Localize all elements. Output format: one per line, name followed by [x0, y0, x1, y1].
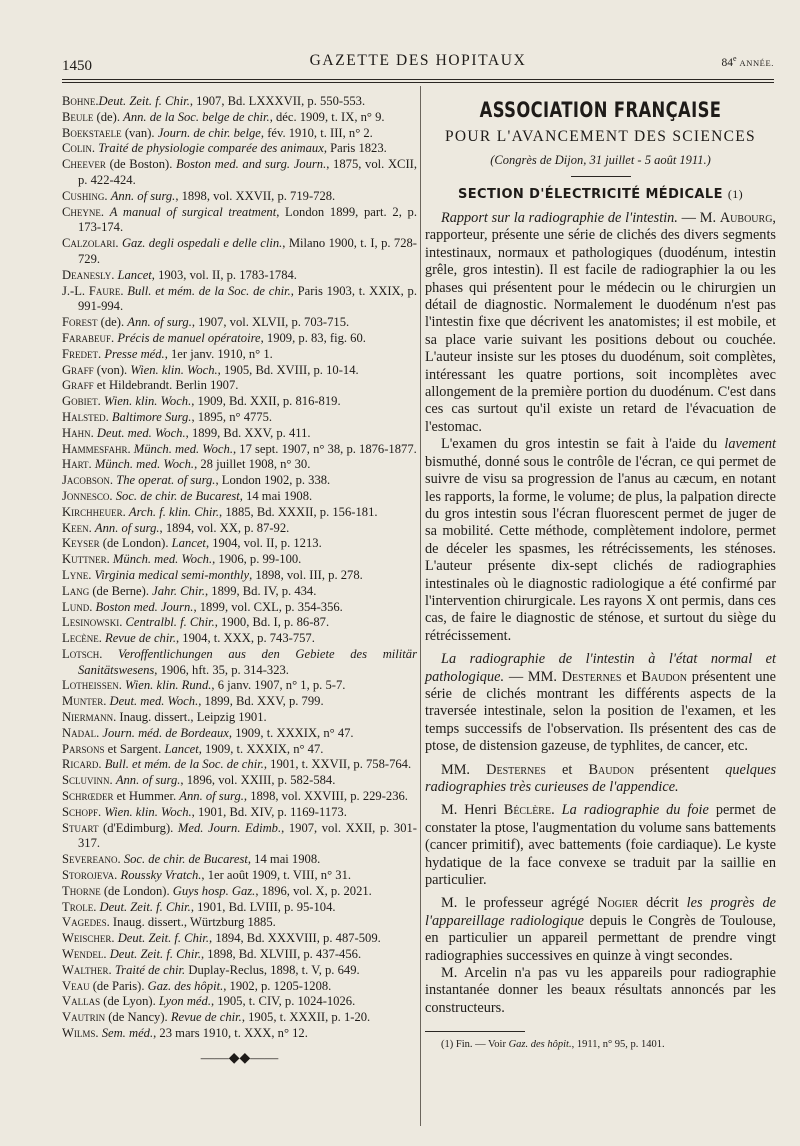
reference-entry: Calzolari. Gaz. degli ospedali e delle clin., Milano 1900, t. I, p. 728-729. — [62, 236, 417, 266]
reference-entry: Severeano. Soc. de chir. de Bucarest, 14 mai 1908. — [62, 852, 321, 867]
reference-entry: Kuttner. Münch. med. Woch., 1906, p. 99-100. — [62, 552, 302, 567]
reference-entry: Keyser (de London). Lancet, 1904, vol. II, p. 1213. — [62, 536, 322, 551]
reference-entry: Weischer. Deut. Zeit. f. Chir., 1894, Bd. XXXVIII, p. 487-509. — [62, 931, 381, 946]
reference-entry: Stuart (d'Edimburg). Med. Journ. Edimb., 1907, vol. XXII, p. 301-317. — [62, 820, 417, 851]
reference-entry: Hart. Münch. med. Woch., 28 juillet 1908, n° 30. — [62, 457, 311, 472]
reference-entry: Halsted. Baltimore Surg., 1895, n° 4775. — [62, 409, 273, 424]
reference-entry: Jacobson. The operat. of surg., London 1902, p. 338. — [62, 473, 331, 488]
reference-entry: Niermann. Inaug. dissert., Leipzig 1901. — [62, 710, 267, 725]
reference-entry: Keen. Ann. of surg., 1894, vol. XX, p. 87-92. — [62, 520, 290, 535]
article-column — [425, 94, 776, 1051]
paragraph-etat-normal: La radiographie de l'intestin à l'état normal et pathologique. — MM. Desternes et Baudon présentent une série de clichés montrant les différents aspects de la traversée intestinale, selon la position de l'examen, et les temps successifs de l'observation. Ils présentent des cas de ptose, de distension gazeuse, de typhlites, de cancer, etc. — [425, 651, 776, 755]
reference-entry: Cheever (de Boston). Boston med. and surg. Journ., 1875, vol. XCII, p. 422-424. — [62, 157, 417, 187]
reference-entry: Beule (de). Ann. de la Soc. belge de chir., déc. 1909, t. IX, n° 9. — [62, 109, 385, 124]
reference-entry: Graff et Hildebrandt. Berlin 1907. — [62, 378, 239, 393]
reference-entry: Schopf. Wien. klin. Woch., 1901, Bd. XIV, p. 1169-1173. — [62, 804, 347, 819]
reference-entry: Fredet. Presse méd., 1er janv. 1910, n° 1. — [62, 346, 273, 361]
header-rule — [62, 79, 774, 83]
reference-entry: Graff (von). Wien. klin. Woch., 1905, Bd. XVIII, p. 10-14. — [62, 362, 359, 377]
reference-entry: Lotheissen. Wien. klin. Rund., 6 janv. 1907, n° 1, p. 5-7. — [62, 678, 346, 693]
reference-entry: Lecène. Revue de chir., 1904, t. XXX, p. 743-757. — [62, 631, 315, 646]
reference-entry: Colin. Traité de physiologie comparée des animaux, Paris 1823. — [62, 141, 387, 156]
footnote-rule — [425, 1031, 525, 1032]
reference-entry: Hahn. Deut. med. Woch., 1899, Bd. XXV, p. 411. — [62, 425, 311, 440]
paragraph-appareillage: M. le professeur agrégé Nogier décrit les progrès de l'appareillage radiologique depuis le Congrès de Toulouse, en particulier un appareil permettant de prendre vingt radiographies successives en quinze à vingt secondes. — [425, 895, 776, 964]
association-title: ASSOCIATION FRANÇAISE — [479, 98, 722, 122]
reference-entry: Cheyne. A manual of surgical treatment, London 1899, part. 2, p. 173-174. — [62, 204, 417, 235]
section-title: SECTION D'ÉLECTRICITÉ MÉDICALE (1) — [457, 187, 744, 202]
page-number: 1450 — [62, 58, 92, 74]
paragraph-gros-intestin: L'examen du gros intestin se fait à l'aide du lavement bismuthé, donné sous le contrôle de l'écran, ce qui permet de suivre de visu sa progression de l'anus au cæcum, en notant les rapports, la forme, le volume; de plus, la palpation directe du gros intestin sous l'écran fluorescent permet de juger de sa mobilité. Cette méthode, complètement indolore, permet de déceler les spasmes, les rétrécissements, les sténoses. L'auteur présente dix-sept clichés de radiographies intestinales où le diagnostic radiologique a été confirmé par l'intervention chirurgicale. Les rayons X ont permis, dans ces cas, de faire le diagnostic de sténose, et surtout du siège du rétrécissement. — [425, 436, 776, 644]
reference-entry: Parsons et Sargent. Lancet, 1909, t. XXXIX, n° 47. — [62, 741, 324, 756]
reference-entry: Vautrin (de Nancy). Revue de chir., 1905, t. XXXII, p. 1-20. — [62, 1010, 371, 1025]
reference-entry: Lyne. Virginia medical semi-monthly, 1898, vol. III, p. 278. — [62, 567, 363, 582]
paragraph-arcelin: M. Arcelin n'a pas vu les appareils pour radiographie instantanée donner les beaux résultats annoncés par les constructeurs. — [425, 965, 776, 1016]
journal-title: GAZETTE DES HOPITAUX — [309, 52, 527, 69]
reference-entry: Nadal. Journ. méd. de Bordeaux, 1909, t. XXXIX, n° 47. — [62, 725, 354, 740]
reference-entry: Lesinowski. Centralbl. f. Chir., 1900, Bd. I, p. 86-87. — [62, 615, 330, 630]
reference-entry: Wilms. Sem. méd., 23 mars 1910, t. XXX, n° 12. — [62, 1026, 308, 1041]
paragraph-foie: M. Henri Béclère. La radiographie du foie permet de constater la ptose, l'augmentation du volume sans battements (cancer primitif), avec battements (foie cardiaque). Le kyste hydatique de la face convexe se traduit par la saillie en particulier. — [425, 802, 776, 889]
reference-entry: Storojeva. Roussky Vratch., 1er août 1909, t. VIII, n° 31. — [62, 868, 352, 883]
reference-entry: Hammesfahr. Münch. med. Woch., 17 sept. 1907, n° 38, p. 1876-1877. — [62, 441, 417, 456]
reference-entry: Bohne.Deut. Zeit. f. Chir., 1907, Bd. LXXXVII, p. 550-553. — [62, 94, 366, 108]
reference-entry: Vagedes. Inaug. dissert., Würtzburg 1885. — [62, 915, 276, 930]
reference-entry: Jonnesco. Soc. de chir. de Bucarest, 14 mai 1908. — [62, 488, 313, 503]
year-label: 84e ANNÉE. — [721, 54, 774, 69]
reference-entry: Vallas (de Lyon). Lyon méd., 1905, t. CIV, p. 1024-1026. — [62, 994, 356, 1009]
footnote-marker: (1) — [727, 187, 744, 201]
reference-entry: Wendel. Deut. Zeit. f. Chir., 1898, Bd. XLVIII, p. 437-456. — [62, 947, 362, 962]
reference-entry: Munter. Deut. med. Woch., 1899, Bd. XXV, p. 799. — [62, 694, 324, 709]
reference-entry: Boekstaele (van). Journ. de chir. belge, fév. 1910, t. III, n° 2. — [62, 125, 373, 140]
reference-entry: Schrœder et Hummer. Ann. of surg., 1898, vol. XXVIII, p. 229-236. — [62, 789, 408, 804]
reference-entry: J.-L. Faure. Bull. et mém. de la Soc. de chir., Paris 1903, t. XXIX, p. 991-994. — [62, 283, 417, 314]
association-subtitle: POUR L'AVANCEMENT DES SCIENCES — [445, 128, 756, 145]
reference-entry: Lotsch. Veroffentlichungen aus den Gebiete des militär Sanitätswesens, 1906, hft. 35, p. 314-323. — [62, 646, 417, 677]
footnote: (1) Fin. — Voir Gaz. des hôpit., 1911, n° 95, p. 1401. — [441, 1039, 665, 1051]
reference-entry: Kirchheuer. Arch. f. klin. Chir., 1885, Bd. XXXII, p. 156-181. — [62, 504, 378, 519]
reference-entry: Lang (de Berne). Jahr. Chir., 1899, Bd. IV, p. 434. — [62, 583, 317, 598]
title-rule — [571, 176, 631, 177]
reference-entry: Farabeuf. Précis de manuel opératoire, 1909, p. 83, fig. 60. — [62, 330, 366, 345]
reference-entry: Trole. Deut. Zeit. f. Chir., 1901, Bd. LVIII, p. 95-104. — [62, 899, 336, 914]
reference-entry: Scluvinn. Ann. of surg., 1896, vol. XXIII, p. 582-584. — [62, 773, 336, 788]
paragraph-appendice: MM. Desternes et Baudon présentent quelques radiographies très curieuses de l'appendice. — [425, 761, 777, 795]
reference-entry: Lund. Boston med. Journ., 1899, vol. CXL, p. 354-356. — [62, 599, 343, 614]
reference-entry: Walther. Traité de chir. Duplay-Reclus, 1898, t. V, p. 649. — [62, 962, 360, 977]
reference-entry: Veau (de Paris). Gaz. des hôpit., 1902, p. 1205-1208. — [62, 978, 332, 993]
reference-entry: Gobiet. Wien. klin. Woch., 1909, Bd. XXII, p. 816-819. — [62, 394, 341, 409]
reference-entry: Deanesly. Lancet, 1903, vol. II, p. 1783-1784. — [62, 267, 297, 282]
column-divider — [420, 86, 421, 1126]
congress-info: (Congrès de Dijon, 31 juillet - 5 août 1911.) — [490, 153, 711, 167]
bibliography-column — [62, 94, 417, 1066]
paragraph-intestin: Rapport sur la radiographie de l'intestin. — M. Aubourg, rapporteur, présente une série de clichés des divers segments intestinaux, normaux et pathologiques (duodénum, intestin grêle, gros intestin). Il est facile de radiographier la ou les phases qui présentent pour le médecin ou le chirurgien un détail de diagnostic. Normalement le duodénum n'est pas l'intestin fixe que décrivent les anatomistes; il est mobile, et sa place varie suivant les positions debout ou couchée. L'auteur insiste sur les ptoses du duodénum, soit complètes, intéressant les quatre portions, soit incomplètes avec allongement de la première portion du duodénum. C'est dans ces cas surtout qu'il existe un retard de l'évacuation de l'estomac. — [425, 210, 776, 435]
reference-entry: Cushing. Ann. of surg., 1898, vol. XXVII, p. 719-728. — [62, 188, 336, 203]
reference-entry: Forest (de). Ann. of surg., 1907, vol. XLVII, p. 703-715. — [62, 315, 350, 330]
end-ornament: ——◆◆—— — [200, 1050, 279, 1066]
page-header — [62, 52, 774, 74]
reference-entry: Thorne (de London). Guys hosp. Gaz., 1896, vol. X, p. 2021. — [62, 883, 372, 898]
reference-entry: Ricard. Bull. et mém. de la Soc. de chir., 1901, t. XXVII, p. 758-764. — [62, 757, 412, 772]
